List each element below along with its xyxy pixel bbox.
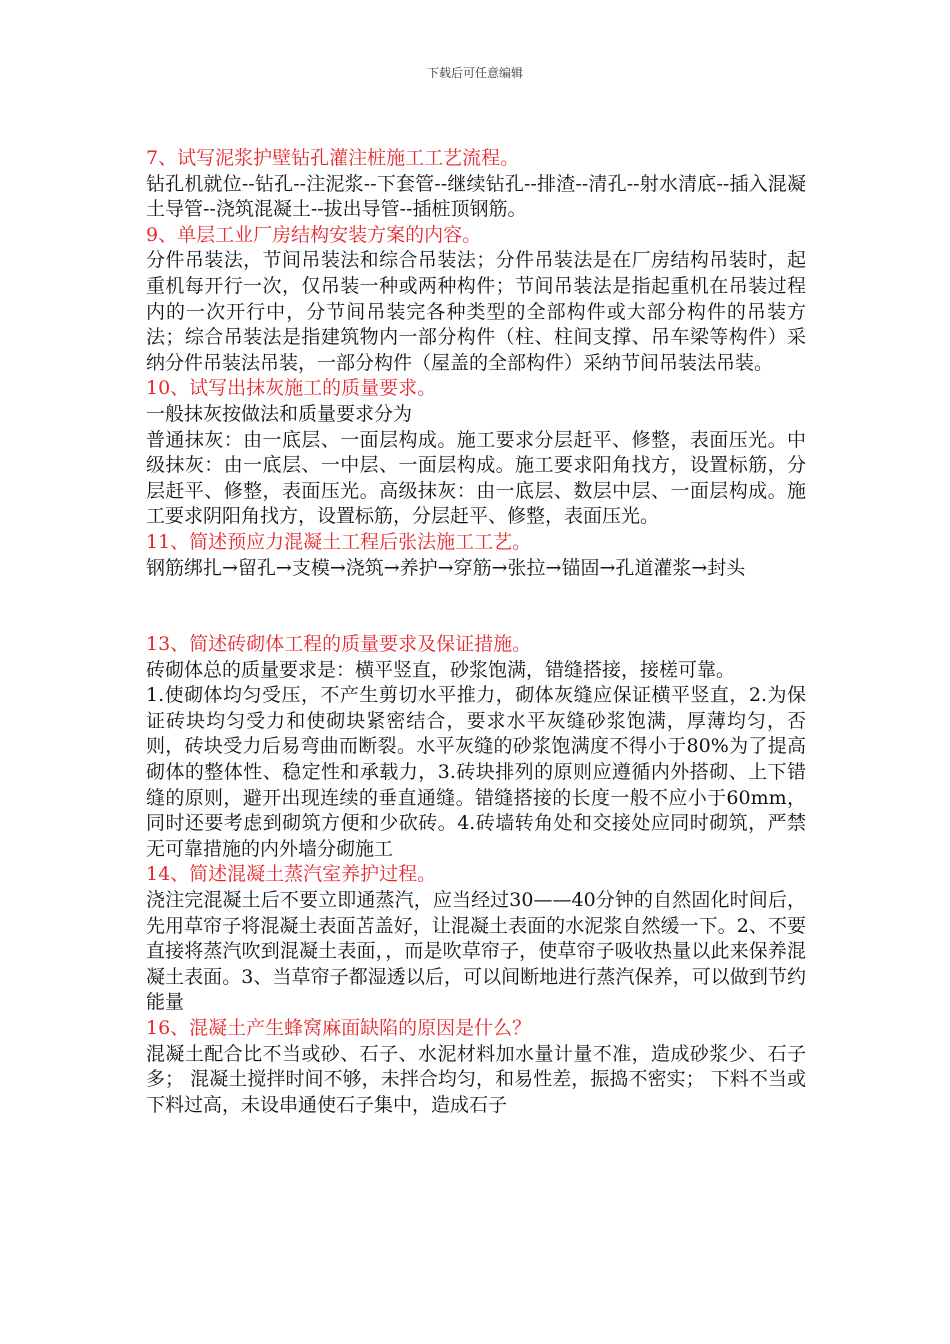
question-11-title: 11、简述预应力混凝土工程后张法施工工艺。 <box>146 530 532 553</box>
answer-10-paragraph-1: 一般抹灰按做法和质量要求分为 <box>146 402 413 425</box>
answer-10-paragraph-2: 普通抹灰：由一底层、一面层构成。施工要求分层赶平、修整，表面压光。中级抹灰：由一底层、一中层、一面层构成。施工要求阳角找方，设置标筋，分层赶平、修整，表面压光。高级抹灰：由一底层、数层中层、一面层构成。施工要求阴阳角找方，设置标筋，分层赶平、修整，表面压光。 <box>146 428 806 528</box>
document-body <box>146 146 806 1118</box>
question-13-title: 13、简述砖砌体工程的质量要求及保证措施。 <box>146 633 532 656</box>
answer-7-paragraph: 钻孔机就位--钻孔--注泥浆--下套管--继续钻孔--排渣--清孔--射水清底--插入混凝土导管--浇筑混凝土--拔出导管--插桩顶钢筋。 <box>146 172 806 221</box>
answer-16-paragraph: 混凝土配合比不当或砂、石子、水泥材料加水量计量不准，造成砂浆少、石子多； 混凝土搅拌时间不够，未拌合均匀，和易性差，振捣不密实； 下料不当或下料过高，未设串通使石子集中，造成石子 <box>146 1042 806 1116</box>
question-14-title: 14、简述混凝土蒸汽室养护过程。 <box>146 863 437 886</box>
question-16-title: 16、混凝土产生蜂窝麻面缺陷的原因是什么？ <box>146 1017 532 1039</box>
section-gap <box>146 581 806 632</box>
answer-13-paragraph-1: 砖砌体总的质量要求是：横平竖直，砂浆饱满，错缝搭接，接槎可靠。 <box>146 658 736 681</box>
header-note: 下载后可任意编辑 <box>426 66 523 80</box>
question-9-title: 9、单层工业厂房结构安装方案的内容。 <box>146 223 482 246</box>
question-10-title: 10、试写出抹灰施工的质量要求。 <box>146 377 437 400</box>
question-7-title: 7、试写泥浆护壁钻孔灌注桩施工工艺流程。 <box>146 147 520 169</box>
answer-13-paragraph-2: 1.使砌体均匀受压，不产生剪切水平推力，砌体灰缝应保证横平竖直，2.为保证砖块均匀受力和使砌块紧密结合，要求水平灰缝砂浆饱满，厚薄均匀，否则，砖块受力后易弯曲而断裂。水平灰缝的砂浆饱满度不得小于80%为了提高砌体的整体性、稳定性和承载力，3.砖块排列的原则应遵循内外搭砌、上下错缝的原则，避开出现连续的垂直通缝。错缝搭接的长度一般不应小于60mm，同时还要考虑到砌筑方便和少砍砖。4.砖墙转角处和交接处应同时砌筑，严禁无可靠措施的内外墙分砌施工 <box>146 684 806 860</box>
answer-14-paragraph: 浇注完混凝土后不要立即通蒸汽，应当经过30——40分钟的自然固化时间后，先用草帘子将混凝土表面苫盖好，让混凝土表面的水泥浆自然缓一下。2、不要直接将蒸汽吹到混凝土表面，，而是吹草帘子，使草帘子吸收热量以此来保养混凝土表面。3、当草帘子都湿透以后，可以间断地进行蒸汽保养，可以做到节约能量 <box>146 889 806 1014</box>
answer-11-paragraph: 钢筋绑扎→留孔→支模→浇筑→养护→穿筋→张拉→锚固→孔道灌浆→封头 <box>146 556 746 579</box>
answer-9-paragraph: 分件吊装法，节间吊装法和综合吊装法；分件吊装法是在厂房结构吊装时，起重机每开行一次，仅吊装一种或两种构件；节间吊装法是指起重机在吊装过程内的一次开行中，分节间吊装完各种类型的全部构件或大部分构件的吊装方法；综合吊装法是指建筑物内一部分构件（柱、柱间支撑、吊车梁等构件）采纳分件吊装法吊装，一部分构件（屋盖的全部构件）采纳节间吊装法吊装。 <box>146 249 806 374</box>
